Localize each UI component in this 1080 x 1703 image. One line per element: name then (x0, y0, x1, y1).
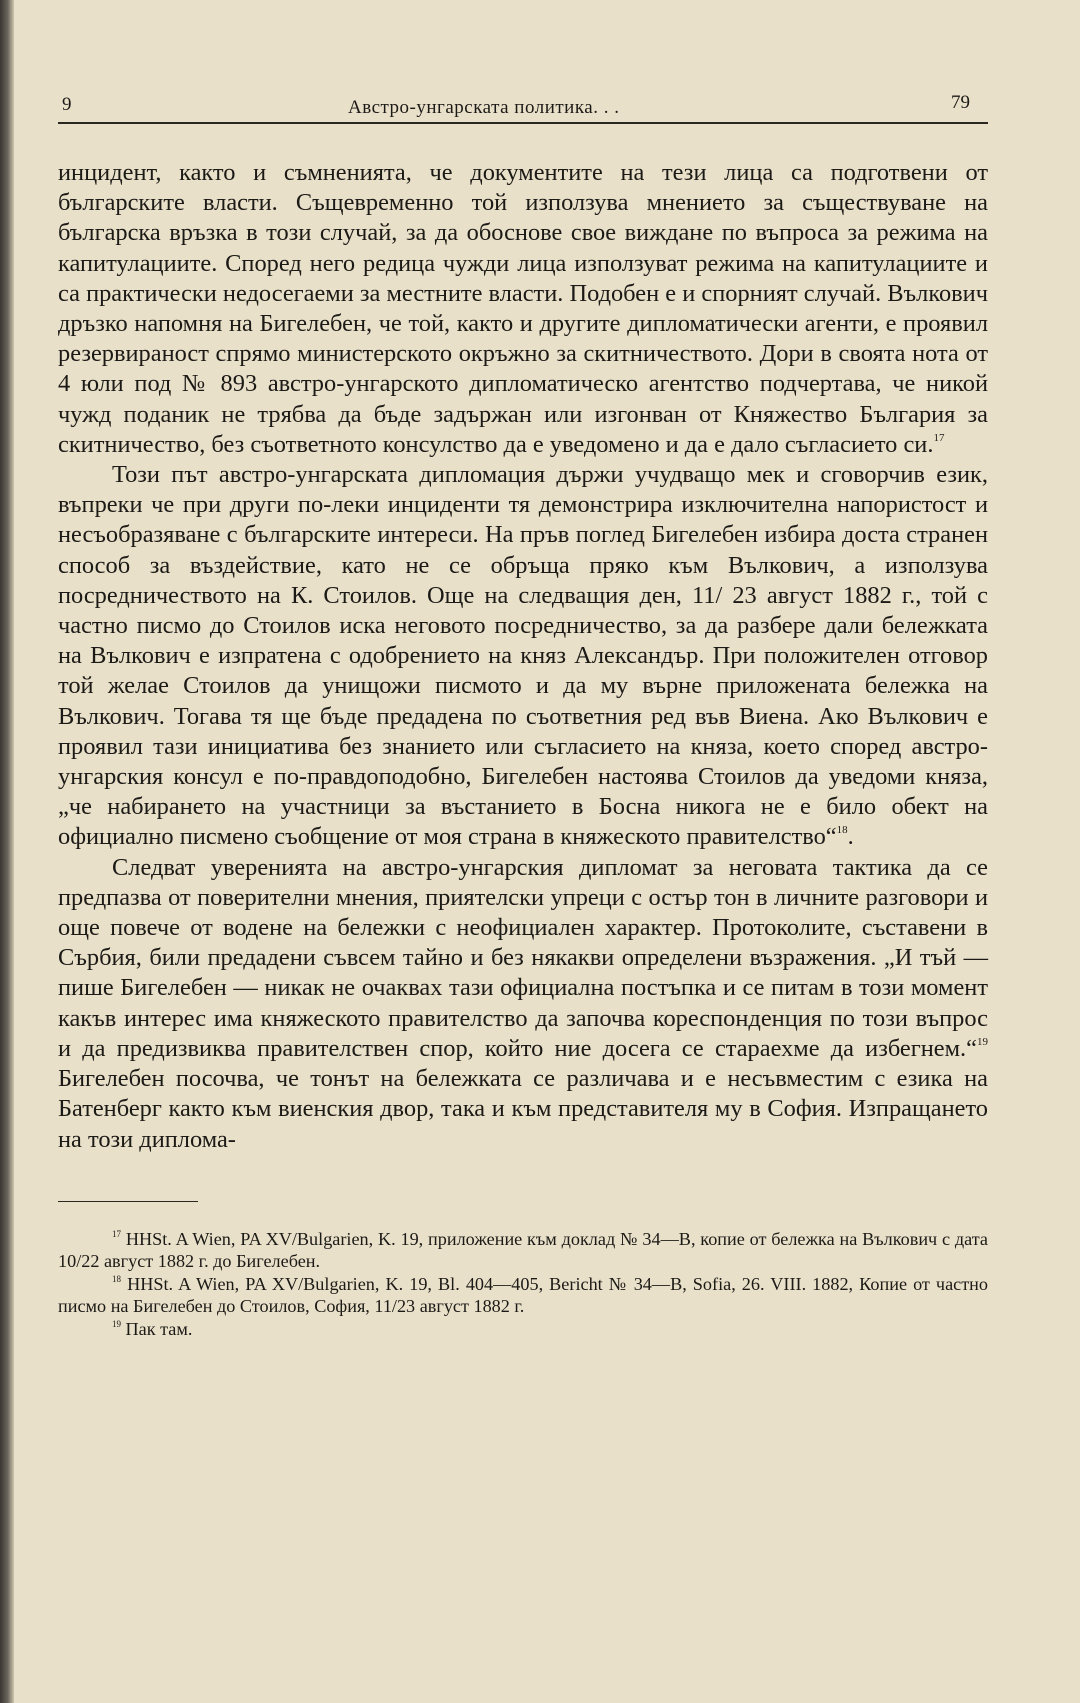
book-page (58, 88, 988, 1340)
footnote-text: HHSt. A Wien, PA XV/Bulgarien, K. 19, приложение към доклад № 34—B, копие от бележка на Вълкович с дата 10/22 август 1882 г. до Бигелебен. (58, 1228, 988, 1272)
footnote-reference: 19 (977, 1035, 988, 1048)
footnote-number: 19 (112, 1318, 121, 1329)
paragraph (58, 460, 988, 853)
running-title: Австро-унгарската политика. . . (348, 97, 620, 118)
footnote-divider (58, 1201, 198, 1202)
page-number: 79 (951, 92, 970, 113)
footnote (58, 1273, 988, 1318)
book-binding-edge (0, 0, 14, 1703)
paragraph-tail: . (847, 823, 854, 851)
footnote-text: Пак там. (125, 1318, 193, 1339)
footnote (58, 1318, 988, 1341)
footnote-reference: 17 (933, 431, 945, 444)
paragraph (58, 853, 988, 1155)
chapter-number: 9 (62, 94, 72, 115)
paragraph (58, 158, 988, 460)
footnote-number: 18 (112, 1273, 121, 1284)
footnote-text: HHSt. A Wien, PA XV/Bulgarien, K. 19, Bl. 404—405, Bericht № 34—B, Sofia, 26. VIII. 1882, Копие от частно писмо на Бигелебен до Стоилов, София, 11/23 август 1882 г. (58, 1273, 989, 1317)
footnote-number: 17 (112, 1228, 121, 1239)
body-text (58, 158, 988, 1155)
footnote (58, 1228, 988, 1273)
footnote-reference: 18 (836, 824, 848, 837)
paragraph-text: Следват уверенията на австро-унгарския дипломат за неговата тактика да се предпазва от поверителни мнения, приятелски упреци с остър тон в личните разговори и още повече от водене на бележки с неофициален характер. Протоколите, съставени в Сърбия, били предадени съвсем тайно и без някакви определени възражения. „И тъй — пише Бигелебен — никак не очаквах тази официална постъпка и се питам в този момент какъв интерес има княжеското правителство да започва кореспонденция по този въпрос и да предизвиква правителствен спор, който ние досега се стараехме да избегнем.“ (58, 853, 988, 1062)
running-header (58, 88, 988, 124)
paragraph-text: Този път австро-унгарската дипломация държи учудващо мек и сговорчив език, въпреки че при други по-леки инциденти тя демонстрира изключителна напористост и несъобразяване с българските интереси. На пръв поглед Бигелебен избира доста странен способ за въздействие, като не се обръща пряко към Вълкович, а използува посредничеството на К. Стоилов. Още на следващия ден, 11/ 23 август 1882 г., той с частно писмо до Стоилов иска неговото посредничество, за да разбере дали бележката на Вълкович е изпратена с одобрението на княз Александър. При положителен отговор той желае Стоилов да унищожи писмото и да му върне приложената бележка на Вълкович. Тогава тя ще бъде предадена по съответния ред във Виена. Ако Вълкович е проявил тази инициатива без знанието или съгласието на княза, което според австро-унгарския консул е по-правдоподобно, Бигелебен настоява Стоилов да уведоми княза, „че набирането на участници за въстанието в Босна никога не е било обект на официално писмено съобщение от моя страна в княжеското правителство“ (58, 461, 988, 851)
paragraph-tail: Бигелебен посочва, че тонът на бележката се различава и е несъвместим с езика на Батенберг както към виенския двор, така и към представителя му в София. Изпращането на този диплома- (58, 1065, 988, 1153)
paragraph-text: инцидент, както и съмненията, че документите на тези лица са подготвени от българските власти. Същевременно той използува мнението за съществуване на българска връзка в този случай, за да обоснове своe виждане по въпроса за режима на капитулациите. Според него редица чужди лица използуват режима на капитулациите и са практически недосегаеми за местните власти. Подобен е и спорният случай. Вълкович дръзко напомня на Бигелебен, че той, както и другите дипломатически агенти, е проявил резервираност спрямо министерското окръжно за скитничеството. Дори в своята нота от 4 юли под № 893 австро-унгарското дипломатическо агентство подчертава, че никой чужд поданик не трябва да бъде задържан или изгонван от Княжество България за скитничество, без съответното консулство да е уведомено и да е дало съгласието си. (58, 159, 988, 458)
footnotes (58, 1228, 988, 1341)
